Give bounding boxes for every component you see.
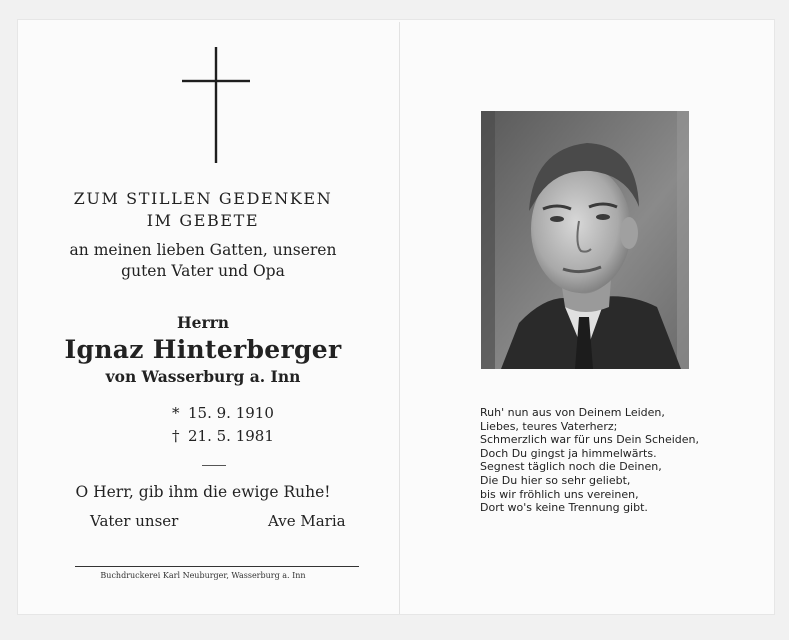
poem-line: Dort wo's keine Trennung gibt. <box>480 501 648 515</box>
printer-credit: Buchdruckerei Karl Neuburger, Wasserburg a. Inn <box>100 571 306 580</box>
memorial-poem <box>480 406 699 515</box>
heading-line-1: ZUM STILLEN GEDENKEN <box>73 189 333 208</box>
prayer-right: Ave Maria <box>268 512 346 530</box>
poem-line: Segnest täglich noch die Deinen, <box>480 460 662 474</box>
portrait-image <box>481 111 689 369</box>
birth-date: 15. 9. 1910 <box>188 404 274 422</box>
poem-line: Die Du hier so sehr geliebt, <box>480 473 631 487</box>
honorific: Herrn <box>176 313 230 332</box>
prayer: O Herr, gib ihm die ewige Ruhe! <box>75 483 331 501</box>
heading <box>22 188 384 232</box>
death-line <box>172 425 274 448</box>
birth-symbol: * <box>172 404 180 422</box>
portrait-photo <box>481 111 689 369</box>
left-panel <box>22 0 384 640</box>
prayer-left: Vater unser <box>90 512 179 530</box>
poem-line: Liebes, teures Vaterherz; <box>480 419 618 433</box>
death-symbol: † <box>172 427 180 445</box>
poem-line: Schmerzlich war für uns Dein Scheiden, <box>480 433 700 447</box>
divider <box>202 465 226 466</box>
deceased-name: Ignaz Hinterberger <box>64 335 342 364</box>
death-date: 21. 5. 1981 <box>188 427 274 445</box>
cross-icon <box>182 45 250 165</box>
origin: von Wasserburg a. Inn <box>105 367 301 386</box>
card-fold <box>399 22 400 614</box>
dedication-line-2: guten Vater und Opa <box>121 262 285 280</box>
poem-line: bis wir fröhlich uns vereinen, <box>480 487 639 501</box>
footer-rule <box>75 566 359 567</box>
heading-line-2: IM GEBETE <box>146 211 260 230</box>
dedication-line-1: an meinen lieben Gatten, unseren <box>69 241 337 259</box>
birth-line <box>172 402 274 425</box>
dedication <box>22 240 384 282</box>
poem-line: Doch Du gingst ja himmelwärts. <box>480 446 657 460</box>
life-dates <box>172 402 274 448</box>
poem-line: Ruh' nun aus von Deinem Leiden, <box>480 406 665 419</box>
